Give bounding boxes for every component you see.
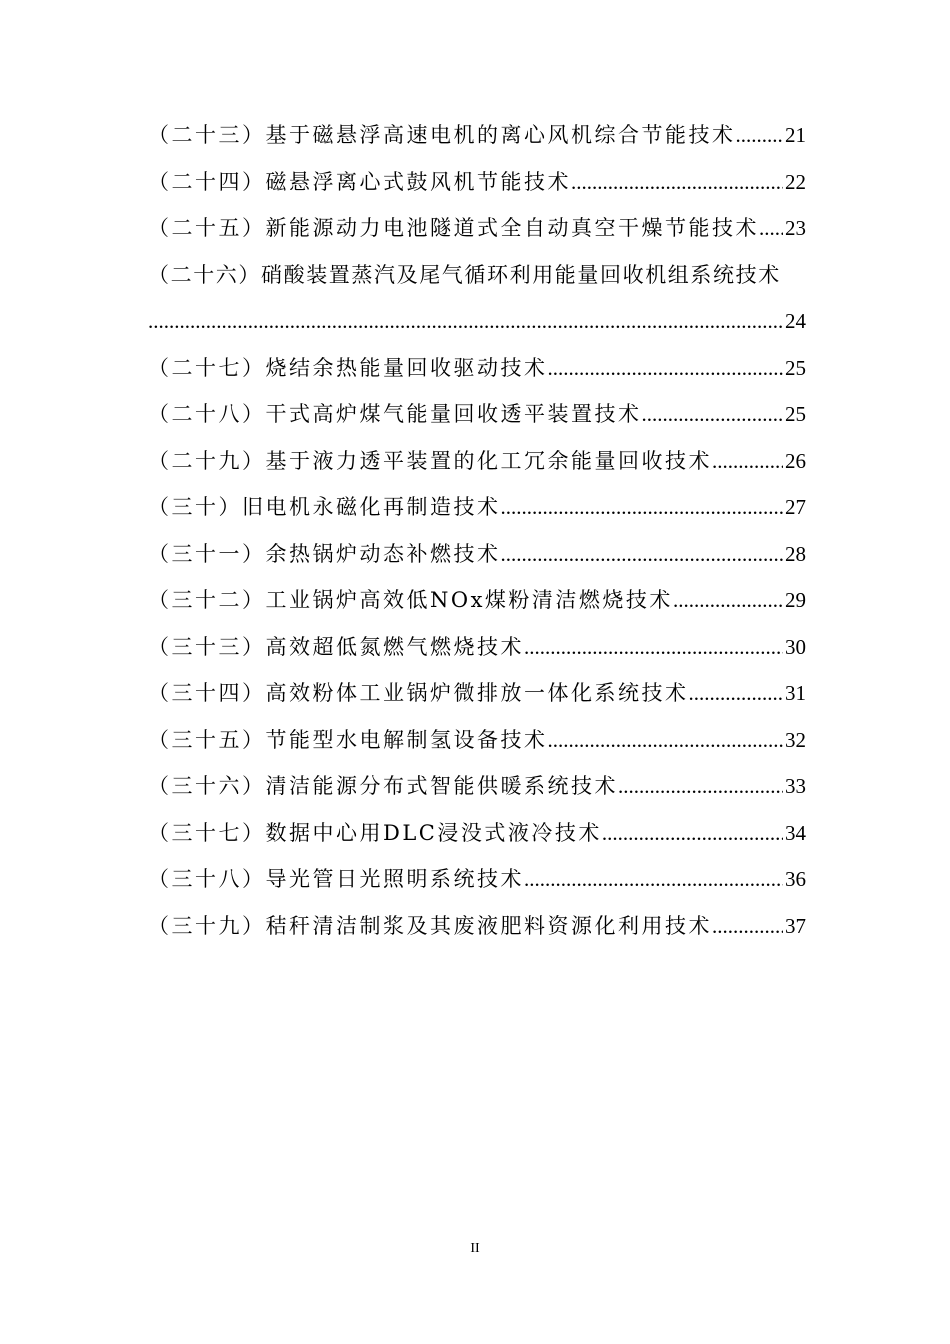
toc-entry-page: 30 (785, 634, 806, 659)
toc-entry-page: 29 (785, 588, 806, 612)
toc-entry-title: （三十九）秸秆清洁制浆及其废液肥料资源化利用技术 (148, 913, 712, 938)
toc-entry[interactable] (148, 903, 806, 950)
toc-dot-leader (548, 345, 784, 392)
toc-dot-leader (736, 112, 784, 159)
toc-dot-leader (524, 624, 783, 671)
toc-entry-title: （二十五）新能源动力电池隧道式全自动真空干燥节能技术 (148, 216, 759, 240)
toc-entry-title: （二十九）基于液力透平装置的化工冗余能量回收技术 (148, 448, 712, 473)
toc-entry[interactable] (148, 391, 806, 438)
toc-entry-continuation[interactable] (148, 298, 806, 345)
toc-dot-leader (501, 484, 784, 531)
toc-entry[interactable] (148, 205, 806, 252)
toc-entry-title: （三十三）高效超低氮燃气燃烧技术 (148, 634, 524, 659)
toc-entry[interactable] (148, 624, 806, 671)
toc-entry-page: 37 (785, 913, 806, 938)
toc-entry-page: 23 (785, 216, 806, 240)
toc-entry-page: 27 (785, 495, 806, 519)
toc-entry[interactable] (148, 438, 806, 485)
toc-entry[interactable] (148, 345, 806, 392)
toc-entry-page: 32 (785, 727, 806, 752)
toc-entry[interactable] (148, 763, 806, 810)
toc-entry-title: （三十五）节能型水电解制氢设备技术 (148, 727, 548, 752)
toc-entry-page: 33 (785, 774, 806, 798)
toc-entry-page: 22 (785, 169, 806, 194)
page-number-footer: II (470, 1241, 480, 1256)
toc-entry[interactable] (148, 112, 806, 159)
toc-entry-page: 34 (785, 820, 806, 845)
toc-entry-title: （二十七）烧结余热能量回收驱动技术 (148, 355, 548, 380)
toc-entry-page: 25 (785, 402, 806, 426)
toc-dot-leader (602, 810, 783, 857)
toc-entry-title: （二十六）硝酸装置蒸汽及尾气循环利用能量回收机组系统技术 (148, 262, 781, 287)
toc-entry[interactable] (148, 577, 806, 624)
toc-entry[interactable] (148, 717, 806, 764)
toc-entry[interactable] (148, 484, 806, 531)
toc-entry[interactable] (148, 670, 806, 717)
toc-dot-leader (642, 391, 784, 438)
toc-entry-page: 25 (785, 355, 806, 380)
toc-dot-leader (501, 531, 784, 578)
toc-dot-leader (712, 903, 783, 950)
toc-dot-leader (689, 670, 784, 717)
toc-dot-leader (759, 205, 783, 252)
toc-dot-leader (524, 856, 783, 903)
toc-entry-page: 26 (785, 448, 806, 473)
toc-entry[interactable] (148, 531, 806, 578)
toc-entry[interactable] (148, 159, 806, 206)
toc-entry[interactable] (148, 856, 806, 903)
toc-entry-title: （三十二）工业锅炉高效低NOx煤粉清洁燃烧技术 (148, 588, 673, 612)
toc-entry[interactable] (148, 252, 806, 299)
toc-dot-leader (618, 763, 783, 810)
toc-entry-title: （二十八）干式高炉煤气能量回收透平装置技术 (148, 402, 642, 426)
table-of-contents (148, 112, 806, 949)
toc-dot-leader (548, 717, 784, 764)
toc-entry-page: 24 (785, 309, 806, 333)
toc-dot-leader (673, 577, 783, 624)
toc-entry[interactable] (148, 810, 806, 857)
toc-entry-title: （三十七）数据中心用DLC浸没式液冷技术 (148, 820, 602, 845)
toc-entry-page: 31 (785, 681, 806, 705)
toc-entry-page: 21 (785, 123, 806, 147)
toc-entry-title: （三十）旧电机永磁化再制造技术 (148, 495, 501, 519)
toc-entry-title: （三十一）余热锅炉动态补燃技术 (148, 541, 501, 566)
toc-dot-leader (148, 298, 783, 345)
toc-entry-title: （三十六）清洁能源分布式智能供暖系统技术 (148, 774, 618, 798)
toc-entry-title: （二十三）基于磁悬浮高速电机的离心风机综合节能技术 (148, 123, 736, 147)
toc-entry-title: （二十四）磁悬浮离心式鼓风机节能技术 (148, 169, 571, 194)
toc-entry-page: 36 (785, 867, 806, 891)
toc-entry-title: （三十八）导光管日光照明系统技术 (148, 867, 524, 891)
toc-entry-title: （三十四）高效粉体工业锅炉微排放一体化系统技术 (148, 681, 689, 705)
toc-dot-leader (571, 159, 783, 206)
toc-dot-leader (712, 438, 783, 485)
toc-entry-page: 28 (785, 541, 806, 566)
